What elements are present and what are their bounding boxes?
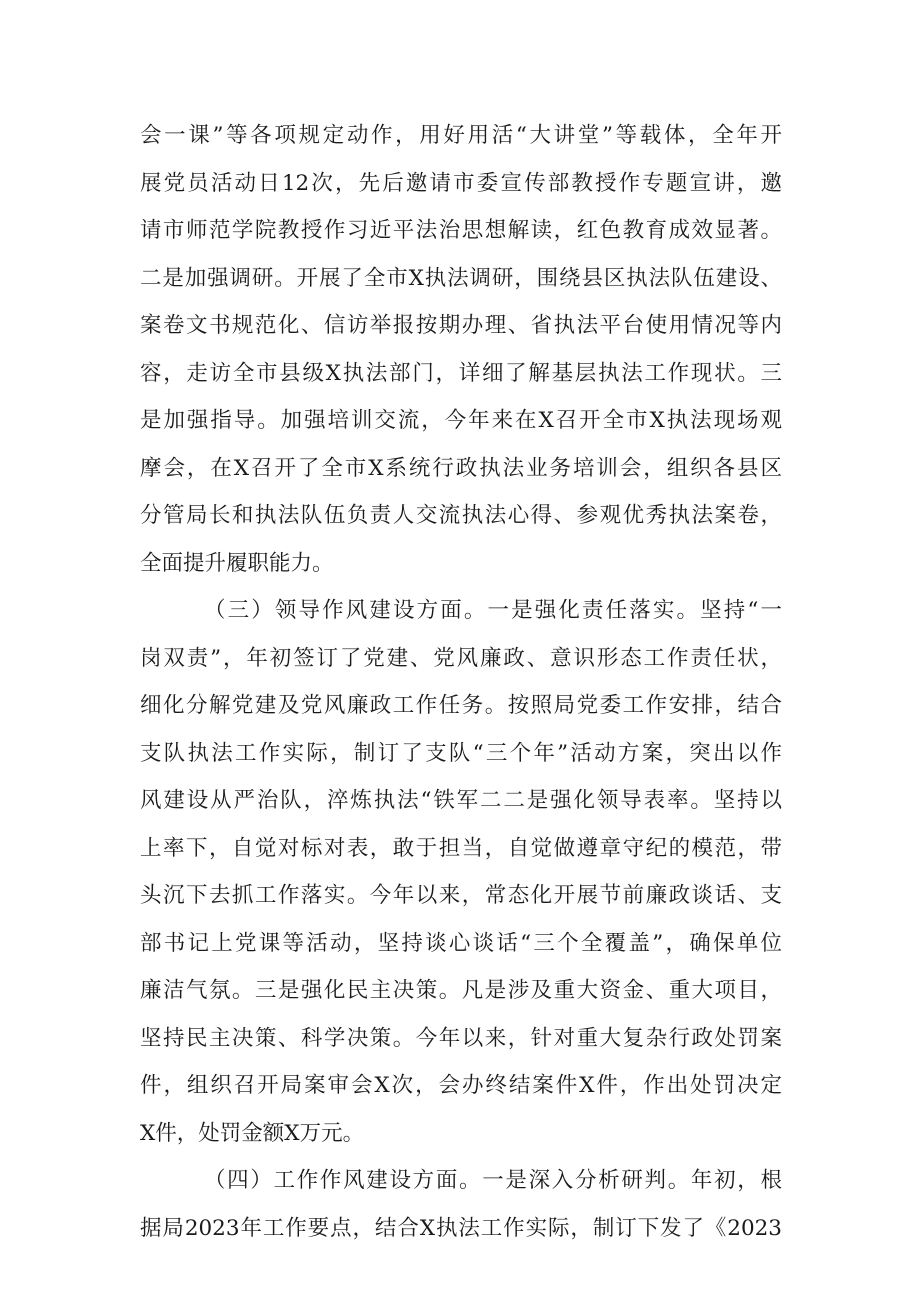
text-line: 廉洁气氛。三是强化民主决策。凡是涉及重大资金、重大项目， [140, 978, 782, 1003]
text-line: 分管局长和执法队伍负责人交流执法心得、参观优秀执法案卷， [140, 503, 782, 528]
text-line: （三）领导作风建设方面。一是强化责任落实。坚持“一 [204, 598, 782, 623]
text-line: 案卷文书规范化、信访举报按期办理、省执法平台使用情况等内 [140, 313, 782, 338]
text-line: 部书记上党课等活动，坚持谈心谈话“三个全覆盖”，确保单位 [140, 930, 782, 956]
text-line: 据局2023年工作要点，结合X执法工作实际，制订下发了《2023 [140, 1215, 782, 1241]
text-line: 坚持民主决策、科学决策。今年以来，针对重大复杂行政处罚案 [140, 1025, 782, 1051]
text-line: 岗双责”，年初签订了党建、党风廉政、意识形态工作责任状， [140, 645, 782, 671]
text-line: 细化分解党建及党风廉政工作任务。按照局党委工作安排，结合 [140, 693, 782, 718]
text-line: X件，处罚金额X万元。 [140, 1120, 365, 1146]
document-body [140, 112, 782, 1252]
text-line: 请市师范学院教授作习近平法治思想解读，红色教育成效显著。 [140, 218, 782, 243]
text-line: 是加强指导。加强培训交流，今年来在X召开全市X执法现场观 [140, 408, 782, 433]
text-line: 头沉下去抓工作落实。今年以来，常态化开展节前廉政谈话、支 [140, 883, 782, 908]
text-line: 上率下，自觉对标对表，敢于担当，自觉做遵章守纪的模范，带 [140, 835, 782, 861]
text-line: 件，组织召开局案审会X次，会办终结案件X件，作出处罚决定 [140, 1073, 782, 1098]
text-line: 摩会，在X召开了全市X系统行政执法业务培训会，组织各县区 [140, 455, 782, 481]
text-line: 展党员活动日12次，先后邀请市委宣传部教授作专题宣讲，邀 [140, 170, 782, 196]
text-line: 会一课”等各项规定动作，用好用活“大讲堂”等载体，全年开 [140, 123, 782, 148]
text-line: （四）工作作风建设方面。一是深入分析研判。年初，根 [204, 1168, 782, 1193]
text-line: 二是加强调研。开展了全市X执法调研，围绕县区执法队伍建设、 [140, 265, 782, 291]
text-line: 支队执法工作实际，制订了支队“三个年”活动方案，突出以作 [140, 740, 782, 766]
text-line: 风建设从严治队，淬炼执法“铁军二二是强化领导表率。坚持以 [140, 788, 782, 813]
text-line: 全面提升履职能力。 [140, 550, 334, 576]
text-line: 容，走访全市县级X执法部门，详细了解基层执法工作现状。三 [140, 360, 782, 386]
